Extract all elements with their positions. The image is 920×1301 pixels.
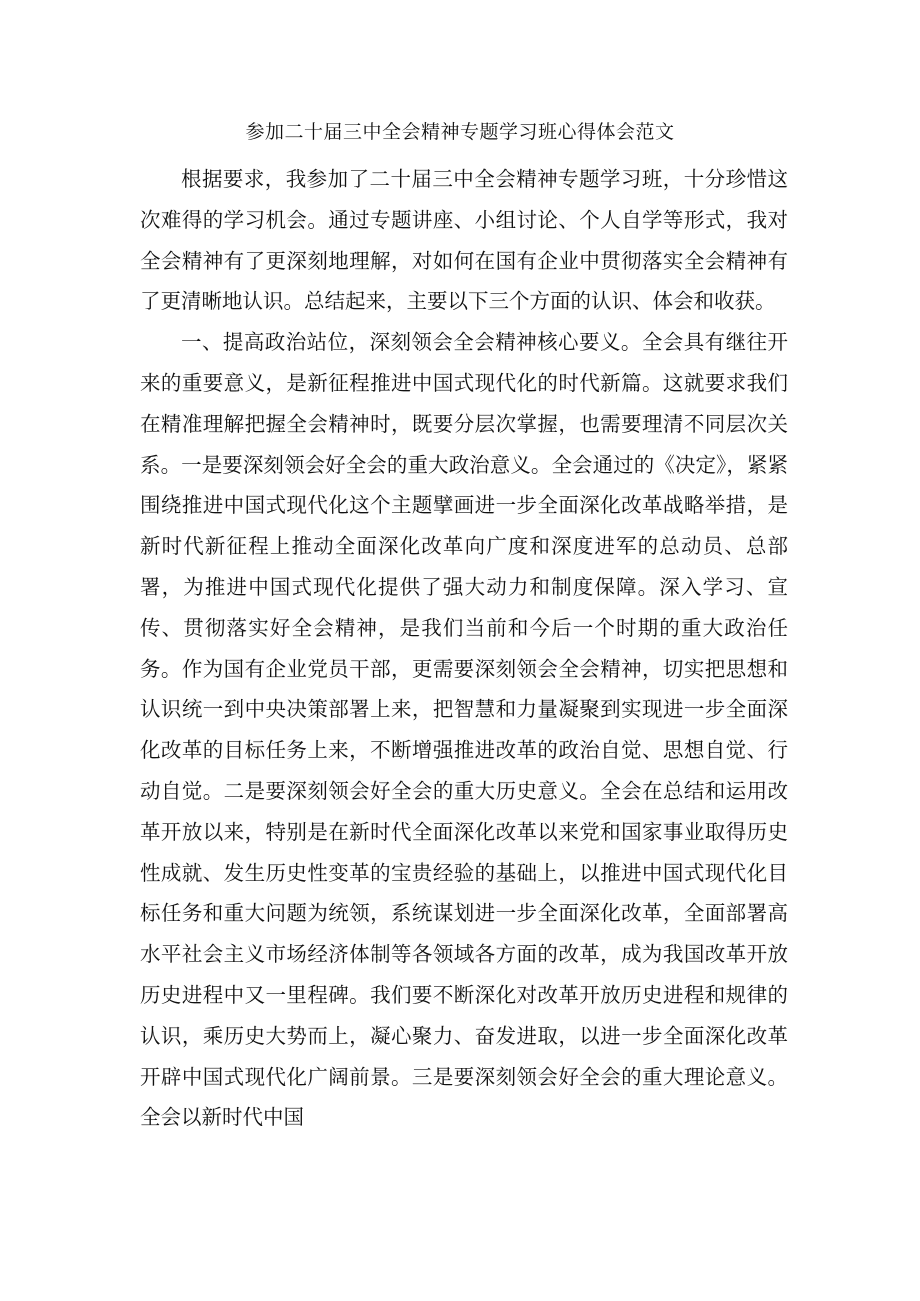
document-title: 参加二十届三中全会精神专题学习班心得体会范文 — [245, 121, 675, 143]
paragraph-intro: 根据要求，我参加了二十届三中全会精神专题学习班，十分珍惜这次难得的学习机会。通过专题讲座、小组讨论、个人自学等形式，我对全会精神有了更深刻地理解，对如何在国有企业中贯彻落实全会精神有了更清晰地认识。总结起来，主要以下三个方面的认识、体会和收获。 — [140, 167, 788, 314]
document-body — [140, 159, 788, 1138]
paragraph-section-one: 一、提高政治站位，深刻领会全会精神核心要义。全会具有继往开来的重要意义，是新征程推进中国式现代化的时代新篇。这就要求我们在精准理解把握全会精神时，既要分层次掌握，也需要理清不同层次关系。一是要深刻领会好全会的重大政治意义。全会通过的《决定》，紧紧围绕推进中国式现代化这个主题擘画进一步全面深化改革战略举措，是新时代新征程上推动全面深化改革向广度和深度进军的总动员、总部署，为推进中国式现代化提供了强大动力和制度保障。深入学习、宣传、贯彻落实好全会精神，是我们当前和今后一个时期的重大政治任务。作为国有企业党员干部，更需要深刻领会全会精神，切实把思想和认识统一到中央决策部署上来，把智慧和力量凝聚到实现进一步全面深化改革的目标任务上来，不断增强推进改革的政治自觉、思想自觉、行动自觉。二是要深刻领会好全会的重大历史意义。全会在总结和运用改革开放以来，特别是在新时代全面深化改革以来党和国家事业取得历史性成就、发生历史性变革的宝贵经验的基础上，以推进中国式现代化目标任务和重大问题为统领，系统谋划进一步全面深化改革，全面部署高水平社会主义市场经济体制等各领域各方面的改革，成为我国改革开放历史进程中又一里程碑。我们要不断深化对改革开放历史进程和规律的认识，乘历史大势而上，凝心聚力、奋发进取，以进一步全面深化改革开辟中国式现代化广阔前景。三是要深刻领会好全会的重大理论意义。全会以新时代中国 — [140, 330, 788, 1130]
